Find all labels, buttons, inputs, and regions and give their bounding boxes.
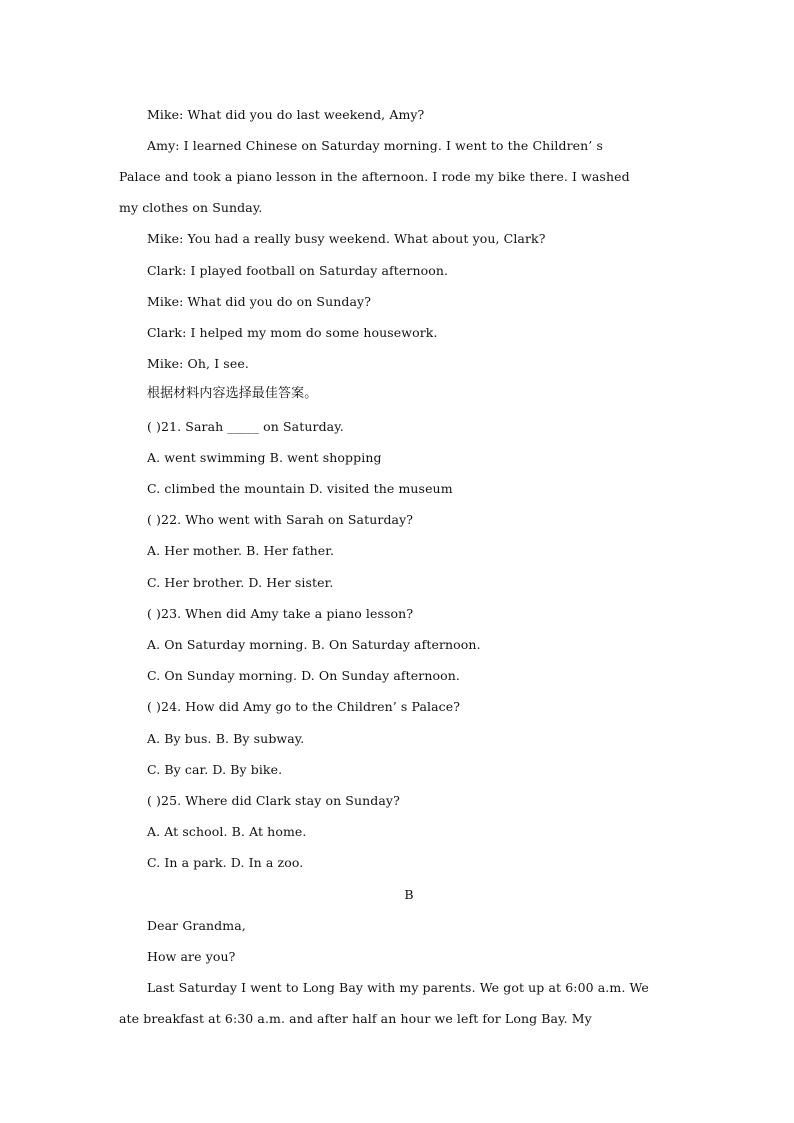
question-22-options-cd: C. Her brother. D. Her sister. (147, 575, 334, 590)
question-21-options-cd: C. climbed the mountain D. visited the museum (147, 481, 453, 496)
dialogue-line-6: Clark: I played football on Saturday afternoon. (147, 263, 449, 278)
question-23-options-cd: C. On Sunday morning. D. On Sunday afternoon. (147, 668, 460, 683)
question-24-options-ab: A. By bus. B. By subway. (147, 731, 305, 746)
question-23-stem: ( )23. When did Amy take a piano lesson? (147, 606, 414, 621)
question-25-stem: ( )25. Where did Clark stay on Sunday? (147, 793, 400, 808)
dialogue-line-7: Mike: What did you do on Sunday? (147, 294, 372, 309)
question-21-options-ab: A. went swimming B. went shopping (147, 450, 382, 465)
question-22-options-ab: A. Her mother. B. Her father. (147, 543, 335, 558)
dialogue-line-1: Mike: What did you do last weekend, Amy? (147, 107, 425, 122)
letter-paragraph-line-1: Last Saturday I went to Long Bay with my parents. We got up at 6:00 a.m. We (147, 980, 649, 995)
question-21-stem: ( )21. Sarah _____ on Saturday. (147, 419, 344, 434)
dialogue-line-2: Amy: I learned Chinese on Saturday morning. I went to the Children’ s (147, 138, 603, 153)
instruction: 根据材料内容选择最佳答案。 (147, 386, 318, 401)
letter-salutation: Dear Grandma, (147, 918, 246, 933)
dialogue-line-8: Clark: I helped my mom do some housework. (147, 325, 438, 340)
letter-greeting: How are you? (147, 949, 236, 964)
dialogue-line-4: my clothes on Sunday. (119, 200, 263, 215)
question-24-stem: ( )24. How did Amy go to the Children’ s Palace? (147, 699, 461, 714)
question-23-options-ab: A. On Saturday morning. B. On Saturday afternoon. (147, 637, 481, 652)
question-25-options-ab: A. At school. B. At home. (147, 824, 307, 839)
question-22-stem: ( )22. Who went with Sarah on Saturday? (147, 512, 414, 527)
question-24-options-cd: C. By car. D. By bike. (147, 762, 283, 777)
question-25-options-cd: C. In a park. D. In a zoo. (147, 855, 304, 870)
letter-paragraph-line-2: ate breakfast at 6:30 a.m. and after half an hour we left for Long Bay. My (119, 1011, 592, 1026)
dialogue-line-9: Mike: Oh, I see. (147, 356, 249, 371)
section-b-heading: B (404, 887, 414, 902)
dialogue-line-5: Mike: You had a really busy weekend. What about you, Clark? (147, 231, 546, 246)
dialogue-line-3: Palace and took a piano lesson in the afternoon. I rode my bike there. I washed (119, 169, 630, 184)
